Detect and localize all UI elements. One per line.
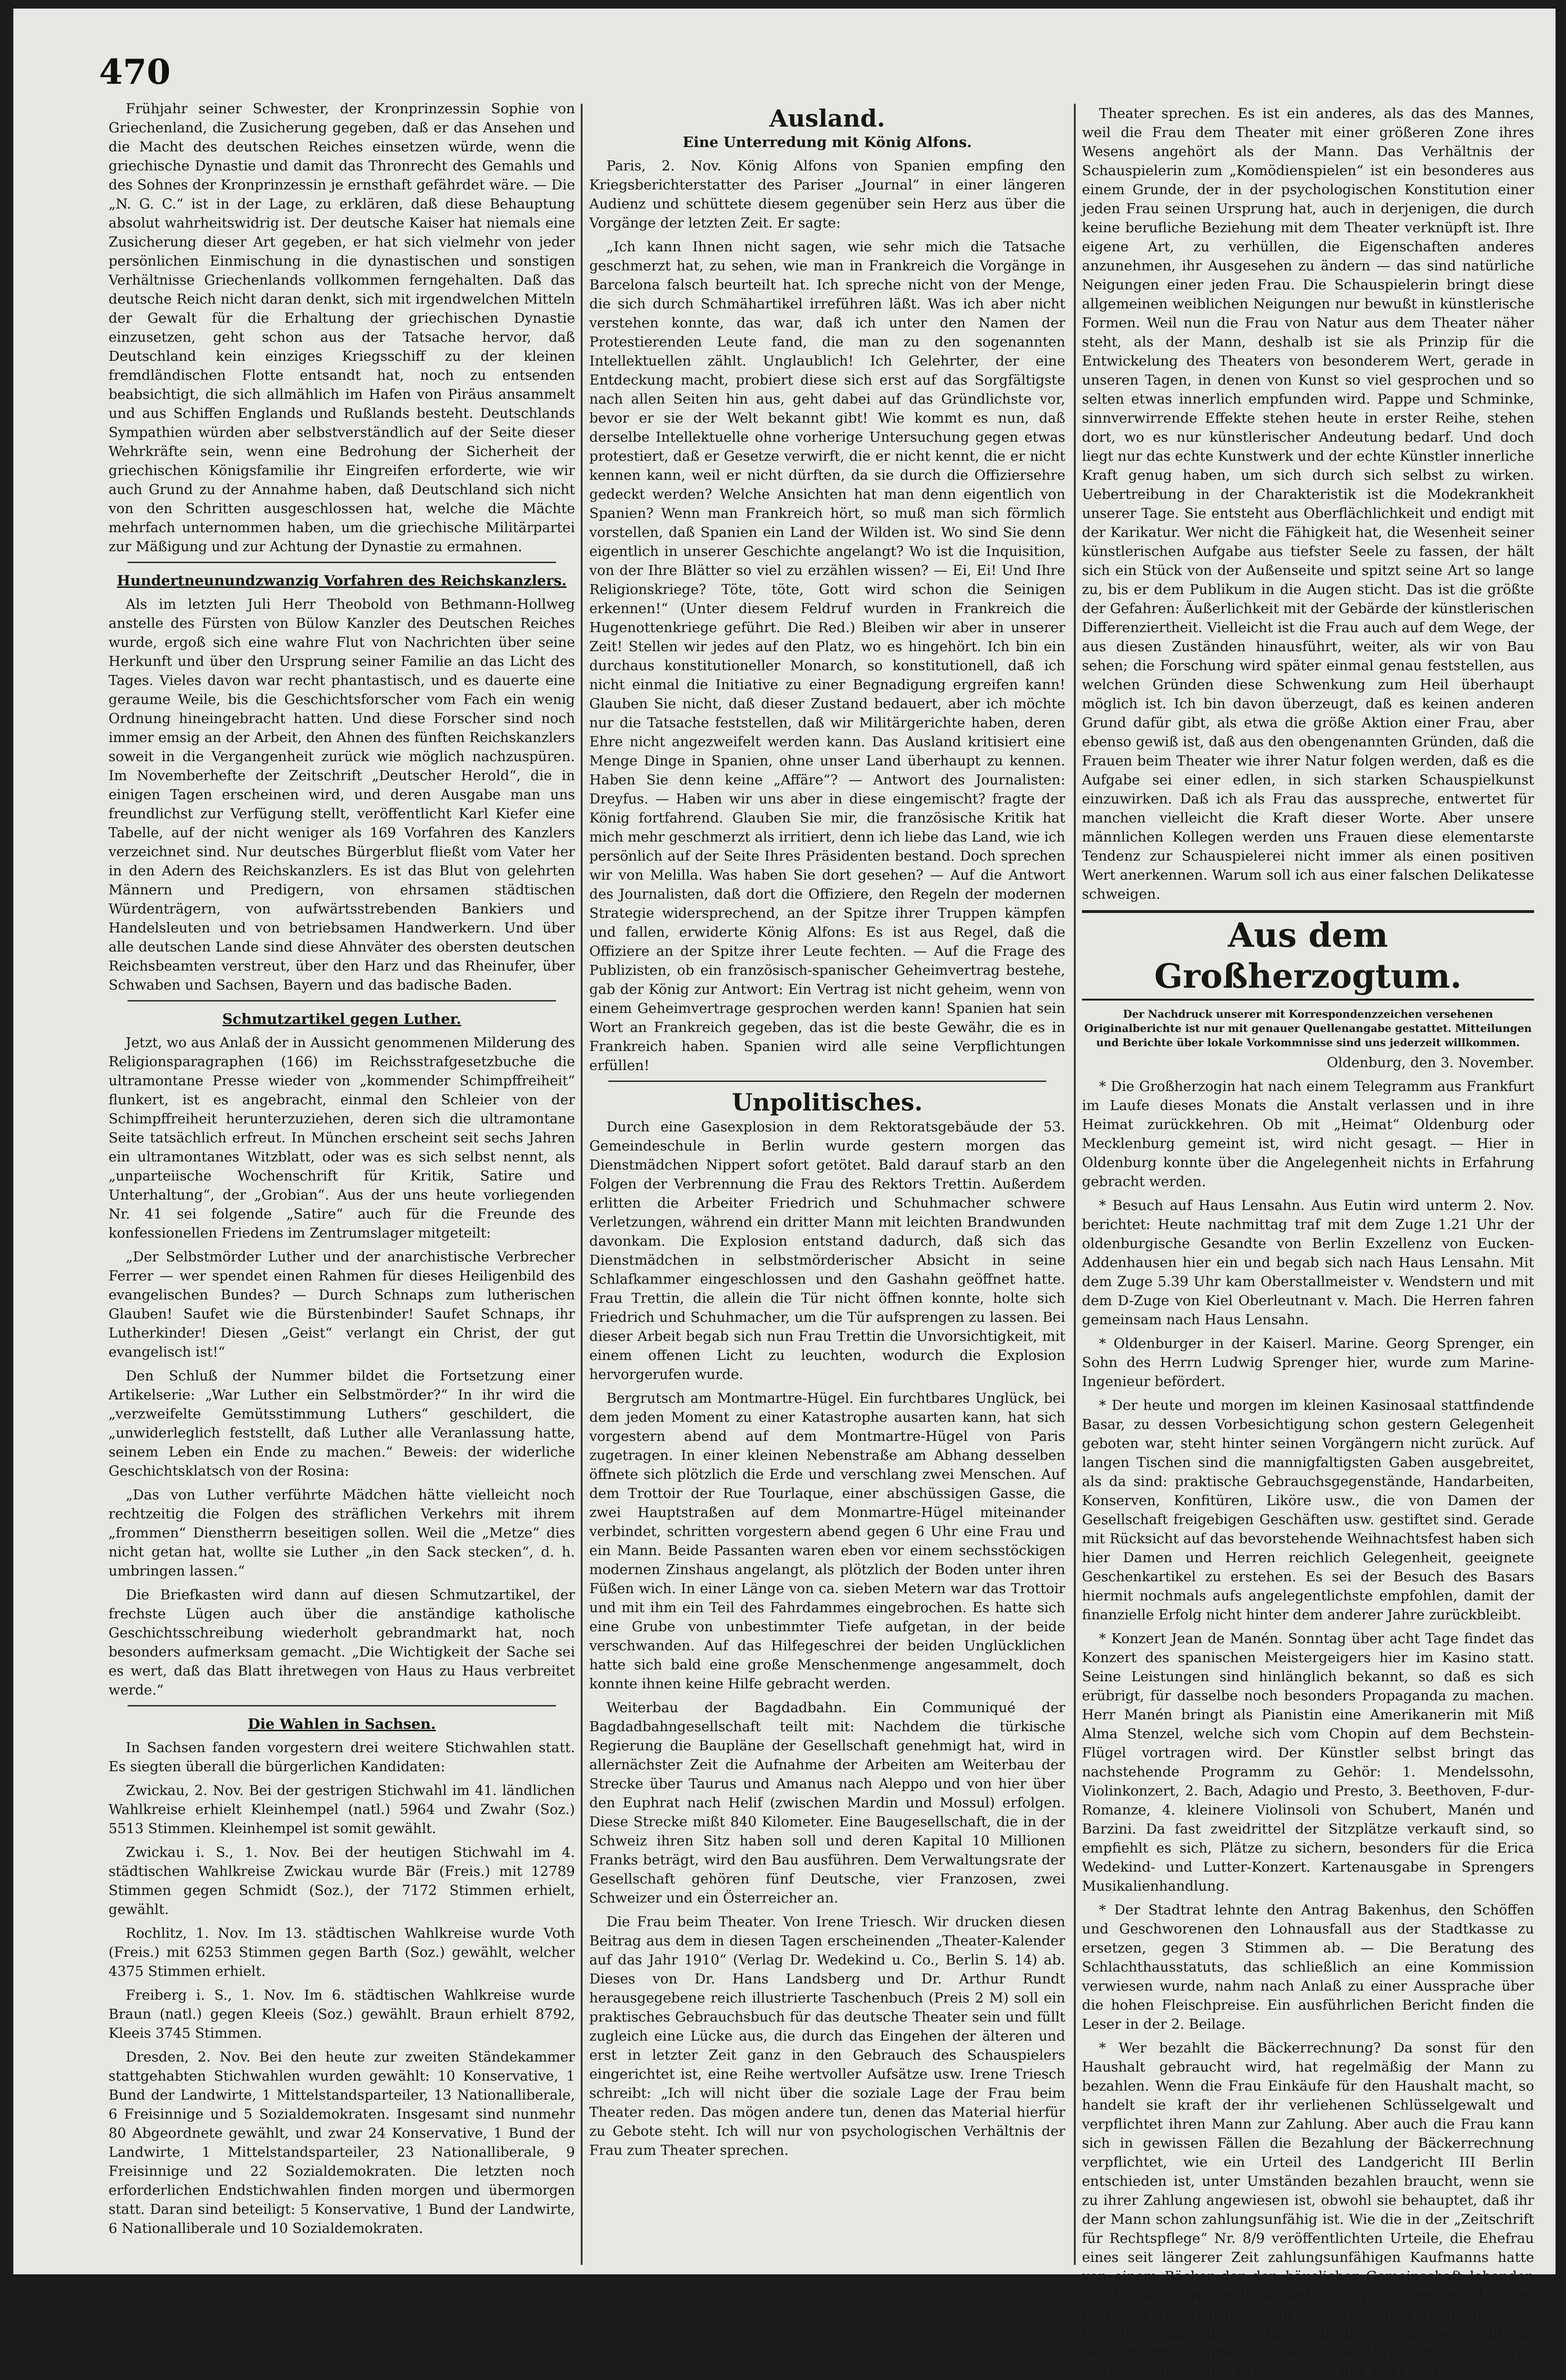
dateline: Oldenburg, den 3. November. — [1327, 1054, 1534, 1071]
article-paragraph: Paris, 2. Nov. König Alfons von Spanien empfing den Kriegsberichterstatter des Pariser „Journal“ in einer längeren Audienz und schüttete diesem gegenüber sein Herz aus über die Vorgänge der letzten Zeit. Er sagte: — [589, 158, 1065, 231]
article-paragraph: Theater sprechen. Es ist ein anderes, als das des Mannes, weil die Frau dem Theater mit einer größeren Zone ihres Wesens angehört als der Mann. Das Verhältnis der Schauspielerin zum „Komödienspielen“ ist ein besonderes aus einem Grunde, der in der psychologischen Konstitution einer jeden Frau seinen Ursprung hat, auch in derjenigen, die durch keine berufliche Beziehung mit dem Theater verknüpft ist. Ihre eigene Art, zu verhüllen, die Eigenschaften anderes anzunehmen, ihr Ausgesehen zu ändern — das sind natürliche Neigungen einer jeden Frau. Die Schauspielerin bringt diese allgemeinen weiblichen Neigungen nur bewußt in künstlerische Formen. Weil nun die Frau von Natur aus dem Theater näher steht, als der Mann, deshalb ist sie als Prinzip für die Entwickelung des Theaters von besonderem Wert, gerade in unseren Tagen, in denen von Kunst so viel gesprochen und so selten etwas innerlich empfunden wird. Pappe und Schminke, sinnverwirrende Effekte stehen heute in erster Reihe, stehen dort, wo es nur künstlerischer Andeutung bedarf. Und doch liegt nur das echte Kunstwerk und der echte Künstler innerliche Kraft genug haben, um sich durch sich selbst zu wirken. Uebertreibung in der Charakteristik ist die Modekrankheit unserer Tage. Sie entsteht aus Oberflächlichkeit und endigt mit der Karikatur. Wer nicht die Fähigkeit hat, die Wesenheit seiner künstlerischen Aufgabe aus tiefster Seele zu fassen, der hält sich ein Stück von der Außenseite und spitzt seine Art so lange zu, bis er dem Publikum in die Augen sticht. Das ist die größte der Gefahren: Äußerlichkeit mit der Gebärde der künstlerischen Differenziertheit. Vielleicht ist die Frau auch auf dem Wege, der aus diesen Zuständen hinausführt, weiter, als wir von Bau sehen; die Forschung wird später einmal genau feststellen, aus welchen Gründen diese Schwenkung zum Heil überhaupt möglich ist. Ich bin davon überzeugt, daß es keinen anderen Grund dafür gibt, als etwa die größe Aktion einer Frau, aber ebenso gewiß ist, daß aus den obengenannten Gründen, daß die Frauen beim Theater wie ihrer Natur folgen werden, daß es die Aufgabe sei einer edlen, in sich starken Schauspielkunst einzuwirken. Daß ich als Frau das ausspreche, entwertet für manchen vielleicht die Kraft dieser Worte. Aber unsere männlichen Kollegen werden uns Frauen diese elementarste Tendenz zur Schauspielerei nicht immer als einen positiven Wert anerkennen. Warum soll ich aus einer falschen Delikatesse schweigen. — [1082, 105, 1534, 902]
column-left — [109, 99, 575, 2270]
article-subheading: Eine Unterredung mit König Alfons. — [683, 134, 972, 151]
reprint-notice: Der Nachdruck unserer mit Korrespondenzzeichen versehenen Originalberichte ist nur mit genauer Quellenangabe gestattet. Mitteilungen und Berichte über lokale Vorkommnisse sind uns jederzeit willkommen. — [1084, 1008, 1532, 1049]
column-divider — [1074, 104, 1076, 2265]
article-paragraph: Jetzt, wo aus Anlaß der in Aussicht genommenen Milderung des Religionsparagraphen (166) im Reichsstrafgesetzbuche die ultramontane Presse wieder von „kommender Schimpffreiheit“ flunkert, ist es angebracht, einmal den Schleier von der Schimpffreiheit herunterzuziehen, deren sich die ultramontane Seite tatsächlich erfreut. In München erscheint seit sechs Jahren ein ultramontanes Witzblatt, oder was es sich selbst nennt, als „unparteiische Wochenschrift für Kritik, Satire und Unterhaltung“, der „Grobian“. Aus der uns heute vorliegenden Nr. 41 sei folgende „Satire“ auch für die Freunde des konfessionellen Friedens im Zentrumslager mitgeteilt: — [109, 1034, 575, 1241]
article-paragraph: Zwickau i. S., 1. Nov. Bei der heutigen Stichwahl im 4. städtischen Wahlkreise Zwickau wurde Bär (Freis.) mit 12789 Stimmen gegen Schmidt (Soz.), der 7172 Stimmen erhielt, gewählt. — [109, 1844, 575, 1917]
column-middle — [589, 104, 1065, 2274]
section-rule — [608, 1081, 1046, 1082]
article-paragraph: Dresden, 2. Nov. Bei den heute zur zweiten Ständekammer stattgehabten Stichwahlen wurden gewählt: 10 Konservative, 1 Bund der Landwirte, 1 Mittelstandsparteiler, 13 Nationalliberale, 6 Freisinnige und 5 Sozialdemokraten. Insgesamt sind nunmehr 80 Abgeordnete gewählt, und zwar 24 Konservative, 1 Bund der Landwirte, 1 Mittelstandsparteiler, 23 Nationalliberale, 9 Freisinnige und 22 Sozialdemokraten. Die letzten noch erforderlichen Endstichwahlen finden morgen und übermorgen statt. Daran sind beteiligt: 5 Konservative, 1 Bund der Landwirte, 6 Nationalliberale und 10 Sozialdemokraten. — [109, 2049, 575, 2236]
article-paragraph: Weiterbau der Bagdadbahn. Ein Communiqué der Bagdadbahngesellschaft teilt mit: Nachdem die türkische Regierung die Baupläne der Gesellschaft genehmigt hat, wird in allernächster Zeit die Aufnahme der Arbeiten am Weiterbau der Strecke über Taurus und Amanus nach Aleppo und von hier über den Euphrat nach Helif (zwischen Mardin und Mossul) erfolgen. Diese Strecke mißt 840 Kilometer. Eine Baugesellschaft, die in der Schweiz ihren Sitz haben soll und deren Kapital 10 Millionen Franks beträgt, wird den Bau ausführen. Dem Verwaltungsrate der Gesellschaft gehören fünf Deutsche, vier Franzosen, zwei Schweizer und ein Österreicher an. — [589, 1699, 1065, 1906]
article-paragraph: * Der heute und morgen im kleinen Kasinosaal stattfindende Basar, zu dessen Vorbesichtigung schon gestern Gelegenheit geboten war, steht hinter seinen Vorgängern nicht zurück. Auf langen Tischen sind die mannigfaltigsten Gaben ausgebreitet, als da sind: praktische Gebrauchsgegenstände, Handarbeiten, Konserven, Konfitüren, Liköre usw., die von Damen der Gesellschaft freigebigen Geschäften usw. gestiftet sind. Gerade mit Rücksicht auf das bevorstehende Weihnachtsfest haben sich hier Damen und Herren reichlich Gelegenheit, geeignete Geschenkartikel zu erstehen. Es sei der Besuch des Basars hiermit nochmals aufs angelegentlichste empfohlen, damit der finanzielle Erfolg nicht hinter dem anderer Jahre zurückbleibt. — [1082, 1397, 1534, 1623]
article-paragraph: * Wer bezahlt die Bäckerrechnung? Da sonst für den Haushalt gebraucht wird, hat regelmäßig der Mann zu bezahlen. Wenn die Frau Einkäufe für den Haushalt macht, so handelt sie kraft der ihr verliehenen Schlüsselgewalt und verpflichtet ihren Mann zur Zahlung. Aber auch die Frau kann sich in gewissen Fällen die Bezahlung der Bäckerrechnung verpflichtet, wie ein Urteil des Landgericht III Berlin entschieden ist, unter Umständen bezahlen braucht, wenn sie zu ihrer Zahlung angewiesen ist, obwohl sie behauptet, daß ihr der Mann schon zahlungsunfähig ist. Wie die in der „Zeitschrift für Rechtspflege“ Nr. 8/9 veröffentlichten Urteile, die Ehefrau eines seit längerer Zeit zahlungsunfähigen Kaufmanns hatte von einem Bäcker der den häuslicher Gemeinschaft lebenden den Haushalt erforderliche Bestellung vor, so entspricht es der in der Verkehrsgrundsätzen von Treu und Glauben, diese Bestellung nur als ein innerhalb ihrer Schlüsselgewalt als Geschäft des Mannes anzusehen. Die Verpflichtung der Frau zur Bezahlung ergibt sich aber auch aus den Gesetz. — [1082, 2040, 1534, 2380]
section-rule — [128, 1705, 556, 1706]
article-quote: „Das von Luther verführte Mädchen hätte vielleicht noch rechtzeitig die Folgen des sträflichen Verkehrs mit ihrem „frommen“ Dienstherrn beseitigen sollen. Weil die „Metze“ dies nicht getan hat, wollte sie Luther „in den Sack stecken“, d. h. umbringen lassen.“ — [109, 1487, 575, 1579]
article-paragraph: Den Schluß der Nummer bildet die Fortsetzung einer Artikelserie: „War Luther ein Selbstmörder?“ In ihr wird die „verzweifelte Gemütsstimmung Luthers“ geschildert, die „unwiderleglich feststellt, daß Luther alle Veranlassung hatte, seinem Leben ein Ende zu machen.“ Beweis: der widerliche Geschichtsklatsch von der Rosina: — [109, 1368, 575, 1479]
article-paragraph: Durch eine Gasexplosion in dem Rektoratsgebäude der 53. Gemeindeschule in Berlin wurde gestern morgen das Dienstmädchen Nippert sofort getötet. Bald darauf starb an den Folgen der Verbrennung die Frau des Rektors Trettin. Außerdem erlitten die Arbeiter Friedrich und Schuhmacher schwere Verletzungen, während ein dritter Mann mit leichten Brandwunden davonkam. Die Explosion entstand dadurch, daß sich das Dienstmädchen in selbstmörderischer Absicht in seine Schlafkammer eingeschlossen und den Gashahn geöffnet hatte. Frau Trettin, die allein die Tür nicht öffnen konnte, holte sich Friedrich und Schuhmacher, um die Tür aufsprengen zu lassen. Bei dieser Arbeit begab sich nun Frau Trettin die Unvorsichtigkeit, mit einem offenen Licht zu leuchten, wodurch die Explosion hervorgerufen wurde. — [589, 1119, 1065, 1382]
article-paragraph: Bergrutsch am Montmartre-Hügel. Ein furchtbares Unglück, bei dem jeden Moment zu einer Katastrophe ausarten kann, hat sich vorgestern abend auf dem Montmartre-Hügel von Paris zugetragen. In einer kleinen Nebenstraße am Abhang desselben öffnete sich plötzlich die Erde und verschlang zwei Menschen. Auf dem Trottoir der Rue Tourlaque, einer abschüssigen Gasse, die zwei Hauptstraßen auf dem Monmartre-Hügel miteinander verbindet, schritten vorgestern abend gegen 6 Uhr eine Frau und ein Mann. Beide Passanten waren eben vor einem sechsstöckigen modernen Zinshaus angelangt, als plötzlich der Boden unter ihren Füßen wich. In einer Länge von ca. sieben Metern war das Trottoir und mit ihm ein Teil des Fahrdammes eingebrochen. Es hatte sich eine Grube von unbestimmter Tiefe aufgetan, in der beide verschwanden. Auf das Hilfegeschrei der beiden Unglücklichen hatte sich bald eine große Menschenmenge angesammelt, doch konnte ihnen keine Hilfe gebracht werden. — [589, 1390, 1065, 1692]
section-rule — [128, 562, 556, 563]
article-paragraph: Rochlitz, 1. Nov. Im 13. städtischen Wahlkreise wurde Voth (Freis.) mit 6253 Stimmen gegen Barth (Soz.) gewählt, welcher 4375 Stimmen erhielt. — [109, 1925, 575, 1979]
article-paragraph: Freiberg i. S., 1. Nov. Im 6. städtischen Wahlkreise wurde Braun (natl.) gegen Kleeis (Soz.) gewählt. Braun erhielt 8792, Kleeis 3745 Stimmen. — [109, 1987, 575, 2041]
article-paragraph: Die Frau beim Theater. Von Irene Triesch. Wir drucken diesen Beitrag aus dem in diesen Tagen erscheinenden „Theater-Kalender auf das Jahr 1910“ (Verlag Dr. Wedekind u. Co., Berlin S. 14) ab. Dieses von Dr. Hans Landsberg und Dr. Arthur Rundt herausgegebene reich illustrierte Taschenbuch (Preis 2 M) soll ein praktisches Gebrauchsbuch für das deutsche Theater sein und füllt zugleich eine Lücke aus, die durch das Eingehen der älteren und erst in letzter Zeit ganz in den Gebrauch des Schauspielers eingerichtet ist, eine Reihe wertvoller Aufsätze usw. Irene Triesch schreibt: „Ich will nicht über die soziale Lage der Frau beim Theater reden. Das mögen andere tun, denen das Material hierfür zu Gebote steht. Ich will nur von psychologischen Verhältnis der Frau zum Theater sprechen. — [589, 1914, 1065, 2158]
column-right — [1082, 104, 1534, 2380]
section-heading-unpolitisches: Unpolitisches. — [732, 1088, 923, 1116]
section-heading-grossherzogtum: Aus dem Großherzogtum. — [1154, 915, 1462, 996]
article-paragraph: Frühjahr seiner Schwester, der Kronprinzessin Sophie von Griechenland, die Zusicherung gegeben, daß er das Ansehen und die Macht des deutschen Reiches einsetzen würde, wenn die griechische Dynastie und damit das Thronrecht des Gemahls und des Sohnes der Kronprinzessin je ernsthaft gefährdet wäre. — Die „N. G. C.“ ist in der Lage, zu erklären, daß diese Behauptung absolut wahrheitswidrig ist. Der deutsche Kaiser hat niemals eine Zusicherung dieser Art gegeben, er hat sich vielmehr von jeder persönlichen Einmischung in die dynastischen und sonstigen Verhältnisse Griechenlands vollkommen ferngehalten. Daß das deutsche Reich nicht daran denkt, sich mit irgendwelchen Mitteln der Gewalt für die Erhaltung der griechischen Dynastie einzusetzen, geht schon aus der Tatsache hervor, daß Deutschland kein einziges Kriegsschiff zu der kleinen fremdländischen Flotte entsandt hat, noch zu entsenden beabsichtigt, die sich allmählich im Hafen von Piräus ansammelt und aus Schiffen Englands und Rußlands besteht. Deutschlands Sympathien würden aber selbstverständlich auf der Seite dieser Wehrkräfte sein, wenn eine Bedrohung der Sicherheit der griechischen Königsfamilie ihr Eingreifen erforderte, wie wir auch Grund zu der Annahme haben, daß Deutschland sich nicht von den Schritten ausgeschlossen hat, welche die Mächte mehrfach unternommen haben, um die griechische Militärpartei zur Mäßigung und zur Achtung der Dynastie zu ermahnen. — [109, 100, 575, 555]
article-paragraph: * Oldenburger in der Kaiserl. Marine. Georg Sprenger, ein Sohn des Herrn Ludwig Sprenger hier, wurde zum Marine-Ingenieur befördert. — [1082, 1335, 1534, 1389]
article-paragraph: In Sachsen fanden vorgestern drei weitere Stichwahlen statt. Es siegten überall die bürgerlichen Kandidaten: — [109, 1739, 575, 1775]
article-paragraph: * Der Stadtrat lehnte den Antrag Bakenhus, den Schöffen und Geschworenen den Lohnausfall aus der Stadtkasse zu ersetzen, gegen 3 Stimmen ab. — Die Beratung des Schlachthausstatuts, das schließlich an eine Kommission verwiesen wurde, nahm nach Anlaß zu einer Aussprache über die hohen Fleischpreise. Ein ausführlichen Bericht finden die Leser in der 2. Beilage. — [1082, 1902, 1534, 2032]
article-paragraph: Zwickau, 2. Nov. Bei der gestrigen Stichwahl im 41. ländlichen Wahlkreise erhielt Kleinhempel (natl.) 5964 und Zwahr (Soz.) 5513 Stimmen. Kleinhempel ist somit gewählt. — [109, 1782, 575, 1836]
article-heading: Schmutzartikel gegen Luther. — [222, 1011, 461, 1028]
article-paragraph: „Ich kann Ihnen nicht sagen, wie sehr mich die Tatsache geschmerzt hat, zu sehen, wie man in Frankreich die Vorgänge in Barcelona falsch beurteilt hat. Ich spreche nicht von der Menge, die sich durch Schmähartikel irreführen läßt. Was ich aber nicht verstehen konnte, das war, daß ich unter den Namen der Protestierenden Leute fand, die man zu den sogenannten Intellektuellen zählt. Unglaublich! Ich Gelehrter, der eine Entdeckung macht, probiert diese sich erst auf das Sorgfältigste nach allen Seiten hin aus, geht dabei auf das Gründlichste vor, bevor er sie der Welt bekannt gibt! Wie kommt es nun, daß derselbe Intellektuelle ohne vorherige Untersuchung gegen etwas protestiert, daß er Gesetze verwirft, die er nicht kennt, die er nicht kennen kann, weil er nicht dürften, da sie durch die Offiziersehre gedeckt werden? Welche Ansichten hat man denn eigentlich von Spanien? Wenn man Frankreich hört, so muß man sich förmlich vorstellen, daß Spanien ein Land der Wilden ist. Wo sind Sie denn eigentlich in unserer Geschichte angelangt? Wo ist die Inquisition, von der Ihre Blätter so viel zu erzählen wissen? — Ei, Ei! Und Ihre Religionskriege? Töte, töte, Gott wird schon die Seinigen erkennen!“ (Unter diesem Feldruf wurden in Frankreich die Hugenottenkriege geführt. Die Red.) Bleiben wir aber in unserer Zeit! Stellen wir jedes auf den Platz, wo es hingehört. Ich bin ein durchaus konstitutioneller Monarch, so konstitutionell, daß ich nicht einmal die Initiative zu einer Begnadigung ergreifen kann! Glauben Sie nicht, daß dieser Zustand bedauert, aber ich möchte nur die Tatsache feststellen, daß wir Militärgerichte haben, deren Ehre nicht angezweifelt werden kann. Das Ausland kritisiert eine Menge Dinge in Spanien, ohne unser Land überhaupt zu kennen. Haben Sie denn keine „Affäre“? — Antwort des Journalisten: Dreyfus. — Haben wir uns aber in diese eingemischt? fragte der König fortfahrend. Glauben Sie mir, die französische Kritik hat mich mehr geschmerzt als irritiert, denn ich liebe das Land, wie ich persönlich auf der Seite Ihres Präsidenten bestand. Doch sprechen wir von Melilla. Was haben Sie dort gesehen? — Auf die Antwort des Journalisten, daß dort die Offiziere, den Regeln der modernen Strategie widersprechend, an der Spitze ihrer Truppen kämpfen und fallen, erwiderte König Alfons: Es ist aus Regel, daß die Offiziere an der Spitze ihrer Leute fechten. — Auf die Frage des Publizisten, ob ein französisch-spanischer Geheimvertrag bestehe, gab der König zur Antwort: Ein Vertrag ist nicht geheim, wenn von einem Geheimvertrage gesprochen werden kann! Spanien hat sein Wort an Frankreich gegeben, das ist die beste Gewähr, die es in Frankreich haben. Spanien wird alle seine Verpflichtungen erfüllen! — [589, 238, 1065, 1073]
newspaper-page — [13, 9, 1556, 2380]
section-heading-box — [1082, 910, 1534, 1001]
article-paragraph: Die Briefkasten wird dann auf diesen Schmutzartikel, der frechste Lügen auch über die anständige katholische Geschichtsschreibung wiederholt gebrandmarkt hat, noch besonders aufmerksam gemacht. „Die Wichtigkeit der Sache sei es wert, daß das Blatt ihretwegen von Haus zu Haus verbreitet werde.“ — [109, 1587, 575, 1698]
page-number: 470 — [99, 51, 171, 92]
article-paragraph: * Besuch auf Haus Lensahn. Aus Eutin wird unterm 2. Nov. berichtet: Heute nachmittag traf mit dem Zuge 1.21 Uhr der oldenburgische Gesandte von Berlin Exzellenz von Eucken-Addenhausen hier ein und begab sich nach Haus Lensahn. Mit dem Zuge 5.39 Uhr kam Oberstallmeister v. Wendstern und mit dem D-Zuge von Kiel Oberleutnant v. Mach. Die Herren fahren gemeinsam nach Haus Lensahn. — [1082, 1197, 1534, 1328]
section-heading-ausland: Ausland. — [769, 104, 885, 132]
article-quote: „Der Selbstmörder Luther und der anarchistische Verbrecher Ferrer — wer spendet einen Rahmen für dieses Heiligenbild des evangelischen Bundes? — Durch Schnaps zum lutherischen Glauben! Saufet wie die Bürstenbinder! Saufet Schnaps, ihr Lutherkinder! Diesen „Geist“ verlangt ein Christ, der gut evangelisch ist!“ — [109, 1249, 575, 1360]
article-paragraph: * Die Großherzogin hat nach einem Telegramm aus Frankfurt im Laufe dieses Monats die Anstalt verlassen und in ihre Heimat zurückkehren. Ob mit „Heimat“ Oldenburg oder Mecklenburg gemeint ist, wird nicht gesagt. — Hier in Oldenburg konnte über die Angelegenheit nichts in Erfahrung gebracht werden. — [1082, 1078, 1534, 1190]
article-paragraph: Als im letzten Juli Herr Theobold von Bethmann-Hollweg anstelle des Fürsten von Bülow Kanzler des Deutschen Reiches wurde, ergoß sich eine wahre Flut von Nachrichten über seine Herkunft und über den Ursprung seiner Familie an das Licht des Tages. Vieles davon war recht phantastisch, und es dauerte eine geraume Weile, bis die Geschichtsforscher vom Fach ein wenig Ordnung hineingebracht hatten. Und diese Forscher sind noch immer emsig an der Arbeit, den Ahnen des fünften Reichskanzlers soweit in die Vergangenheit zurück wie möglich nachzuspüren. Im Novemberhefte der Zeitschrift „Deutscher Herold“, die in einigen Tagen erscheinen wird, und deren Ausgabe man uns freundlichst zur Verfügung stellt, veröffentlicht Karl Kiefer eine Tabelle, auf der nicht weniger als 169 Vorfahren des Kanzlers verzeichnet sind. Nur deutsches Bürgerblut fließt vom Vater her in den Adern des Reichskanzlers. Es ist das Blut von gelehrten Männern und Predigern, von ehrsamen städtischen Würdenträgern, von aufwärtsstrebenden Bankiers und Handelsleuten und von betriebsamen Handwerkern. Und über alle deutschen Lande sind diese Ahnväter des obersten deutschen Reichsbeamten verstreut, über den Harz und das Rheinufer, über Schwaben und Sachsen, Bayern und das badische Baden. — [109, 596, 575, 993]
column-divider — [581, 104, 583, 2265]
article-paragraph: * Konzert Jean de Manén. Sonntag über acht Tage findet das Konzert des spanischen Meistergeigers hier im Kasino statt. Seine Leistungen sind hinlänglich bekannt, so daß es sich erübrigt, für dasselbe noch besonders Propaganda zu machen. Herr Manén bringt als Pianistin eine Amerikanerin mit Miß Alma Stenzel, welche sich vom Chopin auf dem Bechstein-Flügel vortragen wird. Der Künstler selbst bringt das nachstehende Programm zu Gehör: 1. Mendelssohn, Violinkonzert, 2. Bach, Adagio und Presto, 3. Beethoven, F-dur-Romanze, 4. kleinere Violinsoli von Schubert, Manén und Barzini. Da fast zweidrittel der Sitzplätze verkauft sind, so empfiehlt es sich, Plätze zu sichern, besonders für die Erica Wedekind- und Lutter-Konzert. Kartenausgabe in Sprengers Musikalienhandlung. — [1082, 1630, 1534, 1894]
section-rule — [128, 1000, 556, 1002]
article-heading: Die Wahlen in Sachsen. — [248, 1716, 436, 1733]
article-heading: Hundertneunundzwanzig Vorfahren des Reichskanzlers. — [117, 573, 567, 589]
